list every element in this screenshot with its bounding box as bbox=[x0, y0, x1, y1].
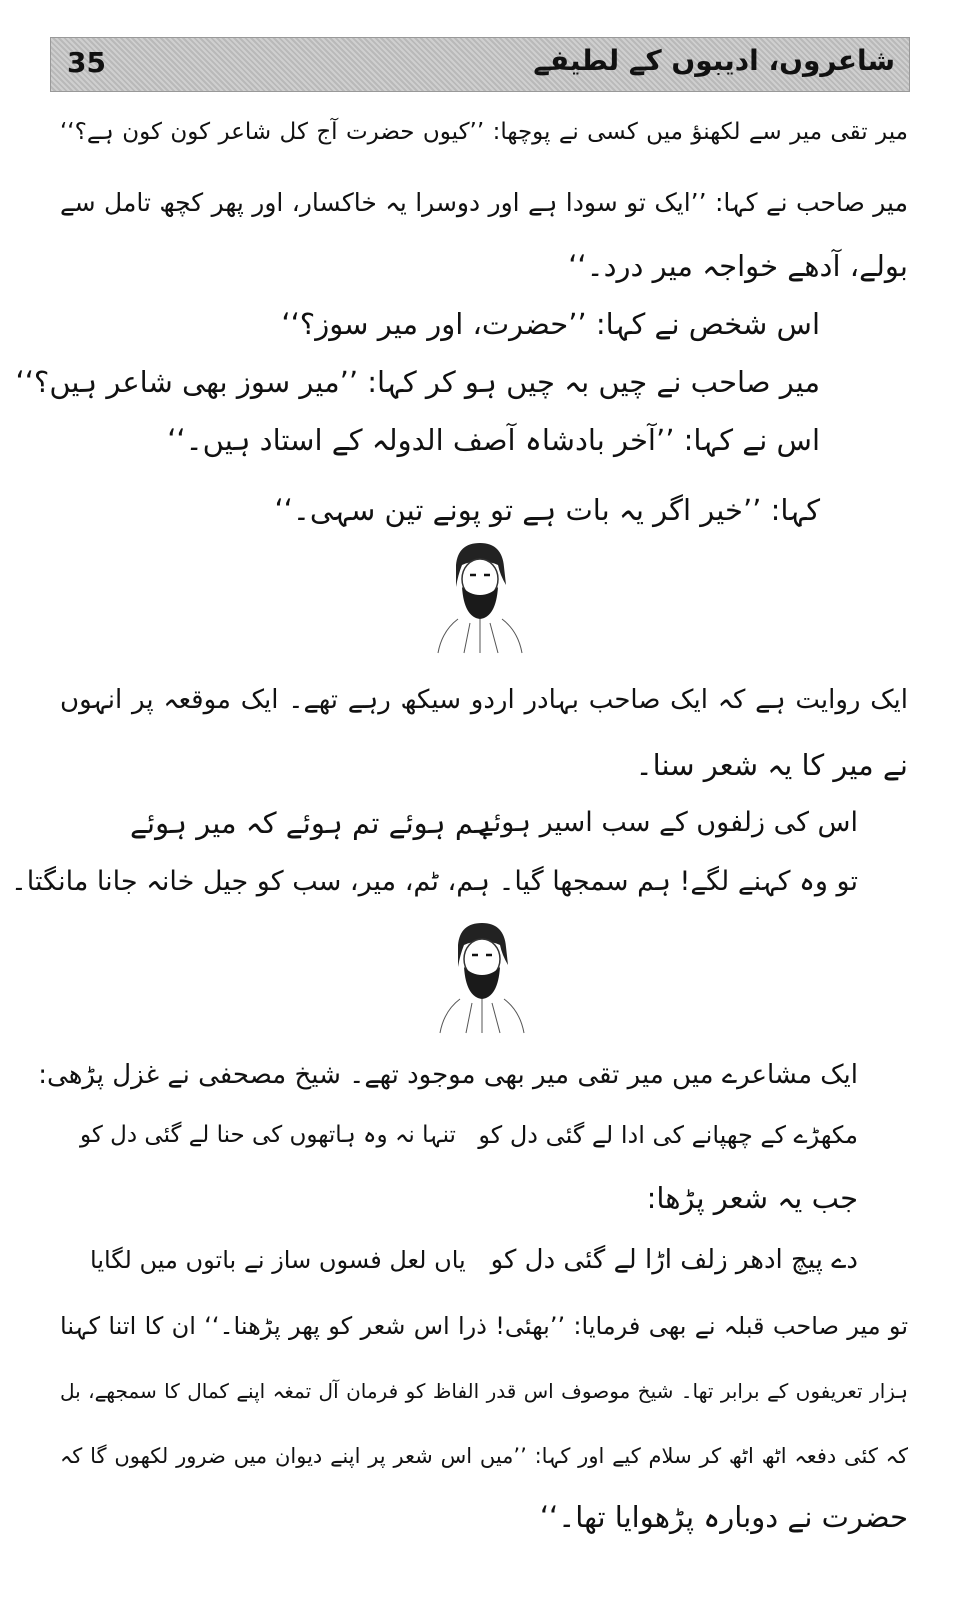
poet-portrait-illustration bbox=[428, 535, 528, 655]
text-line: میر تقی میر سے لکھنؤ میں کسی نے پوچھا: ’’کیوں حضرت آج کل شاعر کون کون ہے؟‘‘ bbox=[60, 119, 908, 145]
text-line: جب یہ شعر پڑھا: bbox=[646, 1181, 858, 1215]
couplet-left-half: تنہا نہ وہ ہاتھوں کی حنا لے گئی دل کو bbox=[80, 1122, 456, 1148]
text-line: تو میر صاحب قبلہ نے بھی فرمایا: ’’بھئی! ذرا اس شعر کو پھر پڑھنا۔‘‘ ان کا اتنا کہنا bbox=[60, 1312, 908, 1340]
book-title: شاعروں، ادیبوں کے لطیفے bbox=[533, 44, 895, 77]
text-line: تو وہ کہنے لگے! ہم سمجھا گیا۔ ہم، ٹم، میر، سب کو جیل خانہ جانا مانگتا۔ bbox=[10, 866, 858, 897]
text-line: اس شخص نے کہا: ’’حضرت، اور میر سوز؟‘‘ bbox=[281, 307, 820, 341]
text-line: ایک روایت ہے کہ ایک صاحب بہادر اردو سیکھ رہے تھے۔ ایک موقعہ پر انہوں bbox=[60, 685, 908, 715]
couplet-left-half: یاں لعل فسوں ساز نے باتوں میں لگایا bbox=[90, 1246, 466, 1274]
couplet-right-half: اس کی زلفوں کے سب اسیر ہوئے bbox=[477, 807, 858, 838]
page-number: 35 bbox=[67, 46, 106, 79]
text-line: حضرت نے دوبارہ پڑھوایا تھا۔‘‘ bbox=[539, 1500, 908, 1534]
couplet-right-half: دے پیچ ادھر زلف اڑا لے گئی دل کو bbox=[490, 1245, 858, 1275]
text-line: اس نے کہا: ’’آخر بادشاہ آصف الدولہ کے استاد ہیں۔‘‘ bbox=[167, 423, 820, 457]
text-line: کہ کئی دفعہ اٹھ اٹھ کر سلام کیے اور کہا: ’’میں اس شعر پر اپنے دیوان میں ضرور لکھوں گا کہ bbox=[60, 1444, 908, 1468]
couplet-left-half: ہم ہوئے تم ہوئے کہ میر ہوئے bbox=[130, 806, 492, 840]
page-header bbox=[50, 37, 910, 92]
text-line: ایک مشاعرے میں میر تقی میر بھی موجود تھے۔ شیخ مصحفی نے غزل پڑھی: bbox=[38, 1060, 858, 1090]
couplet-right-half: مکھڑے کے چھپانے کی ادا لے گئی دل کو bbox=[478, 1121, 858, 1149]
text-line: میر صاحب نے کہا: ’’ایک تو سودا ہے اور دوسرا یہ خاکسار، اور پھر کچھ تامل سے bbox=[60, 188, 908, 217]
text-line: میر صاحب نے چیں بہ چیں ہو کر کہا: ’’میر سوز بھی شاعر ہیں؟‘‘ bbox=[15, 365, 820, 399]
text-line: کہا: ’’خیر اگر یہ بات ہے تو پونے تین سہی۔‘‘ bbox=[274, 493, 820, 527]
text-line: ہزار تعریفوں کے برابر تھا۔ شیخ موصوف اس قدر الفاظ کو فرمان آل تمغہ اپنے کمال کا سمجھے، بل bbox=[60, 1379, 908, 1403]
poet-portrait-illustration bbox=[430, 915, 530, 1035]
text-line: نے میر کا یہ شعر سنا۔ bbox=[635, 748, 908, 782]
text-line: بولے، آدھے خواجہ میر درد۔‘‘ bbox=[568, 249, 908, 283]
